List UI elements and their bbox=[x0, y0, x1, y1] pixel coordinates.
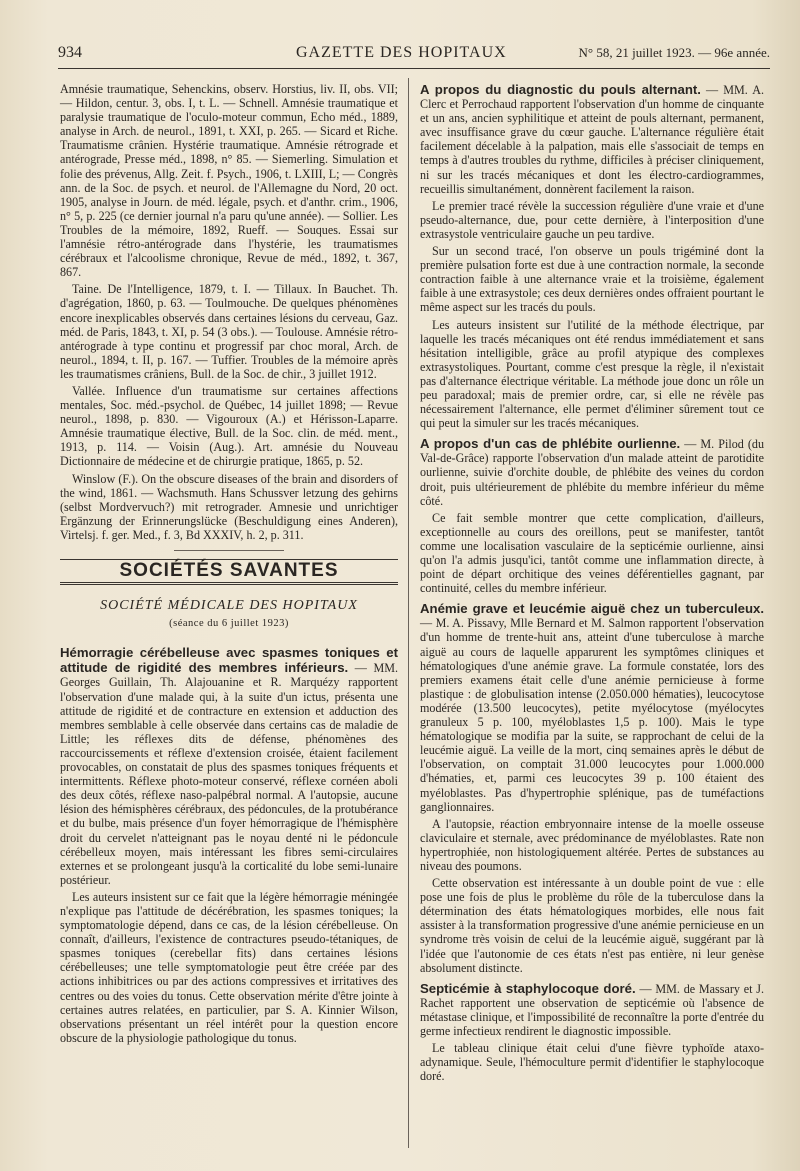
article-text: — MM. de Massary et J. Rachet rapportent une observation de septicémie où l'absence de métastase clinique, et l'impossibilité de reconnaître la porte d'entrée du germe infectieux rendirent le diagnostic impossible. bbox=[420, 981, 764, 1038]
bibliography-paragraph: Amnésie traumatique, Sehenckins, observ. Horstius, liv. II, obs. VII; — Hildon, centur. 3, obs. I, t. L. — Schnell. Amnésie traumatique et paralysie traumatique de l'oculo-moteur commun, Echo méd., 1889, analyse in Arch. de neurol., 1891, t. XXI, p. 265. — Sicard et Riche. Traumatisme crânien. Hystérie traumatique. Amnésie rétrograde et antérograde, Presse méd., 1898, n° 85. — Siemerling. Simulation et folie des prévenus, Allg. Zeit. f. Psych., 1906, t. LXIII, L; — Congrès ann. de la Soc. de psych. et neurol. de l'Allemagne du Nord, 20 oct. 1905, analyse in Journ. de méd. légale, psych. et d'anthr. crim., 1906, n° 5, p. 225 (ce dernier journal n'a paru qu'une année). — Sollier. Les Troubles de la mémoire, 1892, Rueff. — Souques. Essai sur l'amnésie rétro-antérograde dans l'hystérie, les traumatismes cérébraux et l'alcoolisme chronique, Revue de méd., 1892, t. 367, 867. bbox=[60, 82, 398, 280]
article-title: Septicémie à staphylocoque doré. bbox=[420, 980, 636, 996]
article-title: A propos du diagnostic du pouls alternant. bbox=[420, 82, 701, 97]
article-paragraph bbox=[420, 981, 764, 1038]
article-title: Anémie grave et leucémie aiguë chez un tuberculeux. bbox=[420, 601, 764, 617]
article-paragraph: Le tableau clinique était celui d'une fièvre typhoïde ataxo-adynamique. Seule, l'hémoculture permit d'identifier le staphylocoque doré. bbox=[420, 1041, 764, 1084]
journal-title: GAZETTE DES HOPITAUX bbox=[296, 44, 507, 61]
article-paragraph bbox=[420, 436, 764, 507]
article-paragraph: Les auteurs insistent sur l'utilité de la méthode électrique, par laquelle les tracés mécaniques ont été rendus immédiatement et sans hésitation intelligible, grâce au profil atypique des complexes extrasystoliques. Pourtant, comme c'est presque la règle, il n'existait pas d'alternance électrique véritable. La méthode joue donc un rôle un peu paradoxal; mais de premier ordre, car, si elle ne révèle pas nécessairement l'alternance, elle permet d'éliminer sûrement tout ce qui peut la simuler sur les tracés mécaniques. bbox=[420, 317, 764, 431]
article-text: — MM. A. Clerc et Perrochaud rapportent l'observation d'un homme de cinquante et un ans, ancien syphilitique et atteint de pouls alternant, permanent, avec insuffisance grave du cœur gauche. L'alternance régulière était facilement décelable à la palpation, mais elle s'associait de temps en temps à d'autres troubles du rythme, difficiles à préciser cliniquement, ni sur les tracés mécaniques et dont les électro-cardiogrammes, recueillis simultanément, donnèrent facilement la raison. bbox=[420, 83, 764, 196]
right-column bbox=[420, 82, 764, 1086]
left-column bbox=[60, 82, 398, 1048]
article-paragraph: Le premier tracé révèle la succession régulière d'une vraie et d'une pseudo-alternance, due, pour cette dernière, à l'interposition d'une extrasystole ventriculaire gauche un peu tardive. bbox=[420, 198, 764, 241]
short-separator bbox=[174, 550, 284, 551]
society-name: SOCIÉTÉ MÉDICALE DES HOPITAUX bbox=[100, 598, 358, 614]
bibliography-paragraph: Vallée. Influence d'un traumatisme sur certaines affections mentales, Soc. méd.-psychol. de Québec, 14 juillet 1898; — Revue neurol., 1898, p. 830. — Vigouroux (A.) et Hérisson-Laparre. Amnésie traumatique élective, Bull. de la Soc. clin. de méd. ment., 1913, p. 114. — Voisin (Aug.). Art. amnésie du Nouveau Dictionnaire de médecine et de chirurgie pratique, 1865, p. 52. bbox=[60, 383, 398, 469]
issue-info: N° 58, 21 juillet 1923. — 96e année. bbox=[578, 45, 770, 60]
session-date: (séance du 6 juillet 1923) bbox=[169, 618, 289, 630]
article-paragraph: Sur un second tracé, l'on observe un pouls trigéminé dont la première pulsation forte est due à une contraction normale, la seconde contraction faible à une alternance vraie et la troisième, également faible à une extrasystole; ces deux dernières ondes offraient pourtant le même aspect sur les tracés du pouls. bbox=[420, 244, 764, 315]
article-paragraph bbox=[420, 82, 764, 196]
article-paragraph: Ce fait semble montrer que cette complication, d'ailleurs, exceptionnelle au cours des oreillons, peut se manifester, tantôt comme une localisation vasculaire de la septicémie ourlienne, ainsi qu'on l'a admis jusqu'ici, tantôt comme une inflammation directe, à point de départ orchitique des veines déférentielles gagnant, par continuité, celles du membre inférieur. bbox=[420, 510, 764, 596]
article-paragraph: A l'autopsie, réaction embryonnaire intense de la moelle osseuse claviculaire et sternale, avec prédominance de myéloblastes. Rate non hypertrophiée, non histologiquement altérée. Pertes de substances au niveau des poumons. bbox=[420, 816, 764, 873]
article-paragraph bbox=[420, 601, 764, 813]
section-title: SOCIÉTÉS SAVANTES bbox=[119, 560, 339, 581]
article-paragraph: Cette observation est intéressante à un double point de vue : elle pose une fois de plus le problème du rôle de la tuberculose dans la détermination des états hématologiques morbides, elle nous fait assister à la transformation progressive d'une anémie pernicieuse en un syndrome très voisin de celui de la leucémie aiguë, suggérant par là l'idée que l'autonomie de ces états n'est pas entière, ni leur genèse absolument distincte. bbox=[420, 876, 764, 975]
article-paragraph: Les auteurs insistent sur ce fait que la légère hémorragie méningée n'explique pas l'attitude de décérébration, les spasmes toniques; la symptomatologie dépend, dans ce cas, de la lésion cérébelleuse. On connaît, d'ailleurs, l'existence de contractures pseudo-tétaniques, de spasmes toniques (cerebellar fits) dans certaines lésions cérébelleuses; une telle symptomatologie peut être créée par des actions inhibitrices ou par des actions compressives et irritatives des centres ou des voies du tonus. Cette observation mérite d'être jointe à certaines autres relatées, en particulier, par S. A. Kinnier Wilson, observations présentant un réel intérêt pour la question encore obscure de la physiologie pathologique du tonus. bbox=[60, 889, 398, 1045]
article-paragraph bbox=[60, 645, 398, 887]
page-header bbox=[58, 42, 770, 64]
page-number: 934 bbox=[58, 44, 82, 61]
article-title: Hémorragie cérébelleuse avec spasmes toniques et attitude de rigidité des membres inférieurs. bbox=[60, 645, 398, 676]
header-rule bbox=[58, 68, 770, 69]
section-rule-bottom bbox=[60, 582, 398, 585]
article-text: — MM. Georges Guillain, Th. Alajouanine et R. Marquézy rapportent l'observation d'une malade qui, à la suite d'un ictus, présenta une attitude de rigidité et de contracture en extension et adduction des membres semblable à celle observée dans certains cas de maladie de Little; les réflexes dits de défense, phénomènes des raccourcissements et réflexe d'extension croisée, étaient facilement provocables, on constatait de plus des spasmes toniques fréquents et intermittents. Réflexe photo-moteur conservé, réflexe cornéen aboli des deux côtés, réflexe naso-palpébral normal. A l'autopsie, aucune lésion des hémisphères cérébraux, des pédoncules, de la protubérance et du bulbe, mais présence d'un foyer hémorragique de l'hémisphère droit du cervelet n'atteignant pas le noyau denté ni le pédoncule cérébelleux moyen, mais intéressant les fibres semi-circulaires externes et se prolongeant jusqu'à la corticalité du lobe semi-lunaire postérieur. bbox=[60, 661, 399, 887]
column-divider bbox=[408, 78, 409, 1148]
article-text: — M. A. Pissavy, Mlle Bernard et M. Salmon rapportent l'observation d'un homme de trente-huit ans, atteint d'une tuberculose à marche aiguë au cours de laquelle apparurent les symptômes cliniques et hématologiques d'une anémie grave. La formule constatée, lors des premiers examens était celle d'une anémie pernicieuse à forme plastique : de globulisation intense (2.050.000 hématies), leucocytose modérée (13.500 leucocytes), petite myélocytose (myélocytes granuleux 5 p. 100, myéloblastes 1,5 p. 100). Mais le type hématologique se modifia par la suite, se rapprochant de celui de la leucémie aiguë. La veille de la mort, cinq semaines après le début de l'observation, on comptait 31.000 leucocytes pour 1.000.000 d'hématies, et, parmi ces leucocytes 39 p. 100 étaient des myéloblastes. Pas d'hypertrophie splénique, pas de tuméfactions ganglionnaires. bbox=[420, 616, 764, 814]
bibliography-paragraph: Winslow (F.). On the obscure diseases of the brain and disorders of the wind, 1861. — Wachsmuth. Hans Schussver letzung des gehirns (selbst Mordvervuch?) mit retrograder. Amnesie und unrichtiger Ergänzung der Erinnerungslücke (Beschuldigung eines Anderen), Virtelsj. f. ger. Med., f. 3, Bd XXXIV, h. 2, p. 311. bbox=[60, 471, 398, 542]
article-text: — M. Pilod (du Val-de-Grâce) rapporte l'observation d'un malade atteint de parotidite ourlienne, suivie d'orchite double, de phlébite des veines du cordon droit, puis ultérieurement de phlébite du membre inférieur du même côté. bbox=[420, 437, 764, 508]
article-title: A propos d'un cas de phlébite ourlienne. bbox=[420, 436, 681, 452]
bibliography-paragraph: Taine. De l'Intelligence, 1879, t. I. — Tillaux. In Bauchet. Th. d'agrégation, 1860, p. 63. — Toulmouche. De quelques phénomènes encore inexplicables observés dans certaines lésions du cerveau, Gaz. méd. de Paris, 1843, t. XI, p. 54 (3 obs.). — Toulouse. Amnésie rétro-antérograde à type continu et progressif par choc moral, Arch. de neurol., 1894, t. II, p. 167. — Tuffier. Troubles de la mémoire après les traumatismes crâniens, Bull. de la Soc. de chir., 3 juillet 1912. bbox=[60, 282, 398, 381]
